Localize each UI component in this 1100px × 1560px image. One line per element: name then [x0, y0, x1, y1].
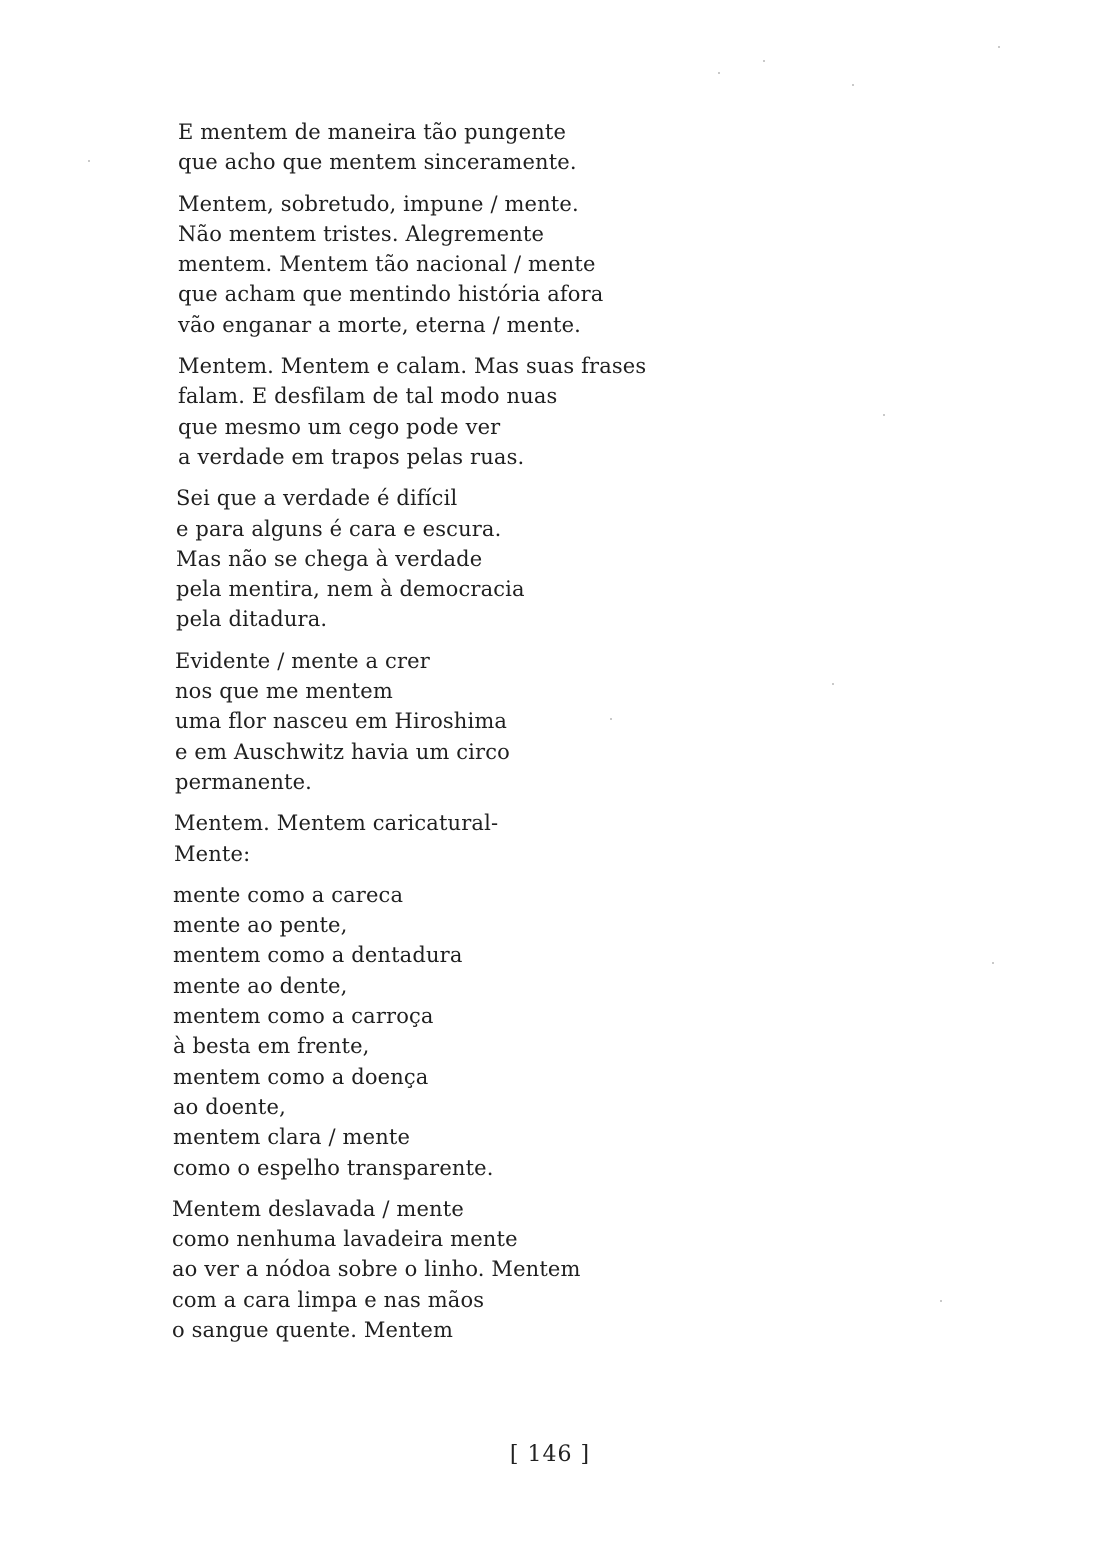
scan-speck	[763, 60, 765, 62]
poem-line: mente como a careca	[173, 882, 404, 907]
poem-line: vão enganar a morte, eterna / mente.	[178, 312, 581, 337]
poem-line: mentem como a doença	[173, 1064, 429, 1089]
page-number: [ 146 ]	[509, 1442, 591, 1467]
stanza-4	[176, 483, 738, 634]
poem-line: mente ao pente,	[173, 913, 348, 938]
poem-line: falam. E desfilam de tal modo nuas	[178, 384, 558, 409]
poem-line: mentem clara / mente	[173, 1125, 411, 1150]
poem-line: que mesmo um cego pode ver	[178, 414, 501, 439]
stanza-6	[174, 808, 738, 869]
poem-line: Evidente / mente a crer	[175, 648, 430, 673]
stanza-2	[178, 189, 738, 340]
poem-line: mente ao dente,	[173, 973, 348, 998]
poem-line: ao doente,	[173, 1094, 286, 1119]
poem-line: Mentem. Mentem caricatural-	[174, 811, 499, 836]
poem-line: mentem. Mentem tão nacional / mente	[178, 252, 596, 277]
scan-speck	[852, 84, 854, 86]
scan-speck	[992, 962, 994, 964]
poem-line: com a cara limpa e nas mãos	[172, 1287, 485, 1312]
poem-line: Sei que a verdade é difícil	[176, 486, 458, 511]
poem-line: e para alguns é cara e escura.	[176, 516, 502, 541]
poem-line: pela mentira, nem à democracia	[176, 577, 525, 602]
stanza-7	[173, 880, 738, 1183]
poem-line: e em Auschwitz havia um circo	[175, 739, 510, 764]
poem-line: a verdade em trapos pelas ruas.	[178, 444, 525, 469]
poem-line: Mentem. Mentem e calam. Mas suas frases	[178, 354, 647, 379]
stanza-8	[172, 1194, 738, 1345]
poem-line: mentem como a dentadura	[173, 943, 463, 968]
poem-line: como nenhuma lavadeira mente	[172, 1227, 518, 1252]
scan-speck	[940, 1300, 942, 1302]
poem-line: Mas não se chega à verdade	[176, 546, 483, 571]
poem-line: como o espelho transparente.	[173, 1155, 494, 1180]
poem-line: pela ditadura.	[176, 607, 328, 632]
poem-line: E mentem de maneira tão pungente	[178, 120, 567, 144]
poem-line: Mentem, sobretudo, impune / mente.	[178, 191, 579, 216]
scan-speck	[832, 683, 834, 685]
poem-line: ao ver a nódoa sobre o linho. Mentem	[172, 1257, 581, 1282]
scan-speck	[883, 414, 885, 416]
poem-line: nos que me mentem	[175, 679, 393, 704]
stanza-3	[178, 351, 738, 472]
poem-line: que acho que mentem sinceramente.	[178, 150, 577, 175]
poem-line: mentem como a carroça	[173, 1004, 434, 1029]
scan-speck	[610, 718, 612, 720]
scan-speck	[998, 46, 1000, 48]
poem-line: Não mentem tristes. Alegremente	[178, 221, 545, 246]
poem-line: permanente.	[175, 769, 313, 794]
scan-speck	[88, 160, 90, 162]
poem-line: à besta em frente,	[173, 1034, 370, 1059]
poem-line: Mentem deslavada / mente	[172, 1196, 464, 1221]
stanza-5	[175, 646, 738, 797]
stanza-1	[178, 117, 738, 178]
poem-line: que acham que mentindo história afora	[178, 282, 604, 307]
poem-line: o sangue quente. Mentem	[172, 1317, 454, 1342]
poem-line: Mente:	[174, 841, 251, 866]
scan-speck	[718, 72, 720, 74]
poem-line: uma flor nasceu em Hiroshima	[175, 709, 508, 734]
poem-body	[172, 117, 738, 1356]
